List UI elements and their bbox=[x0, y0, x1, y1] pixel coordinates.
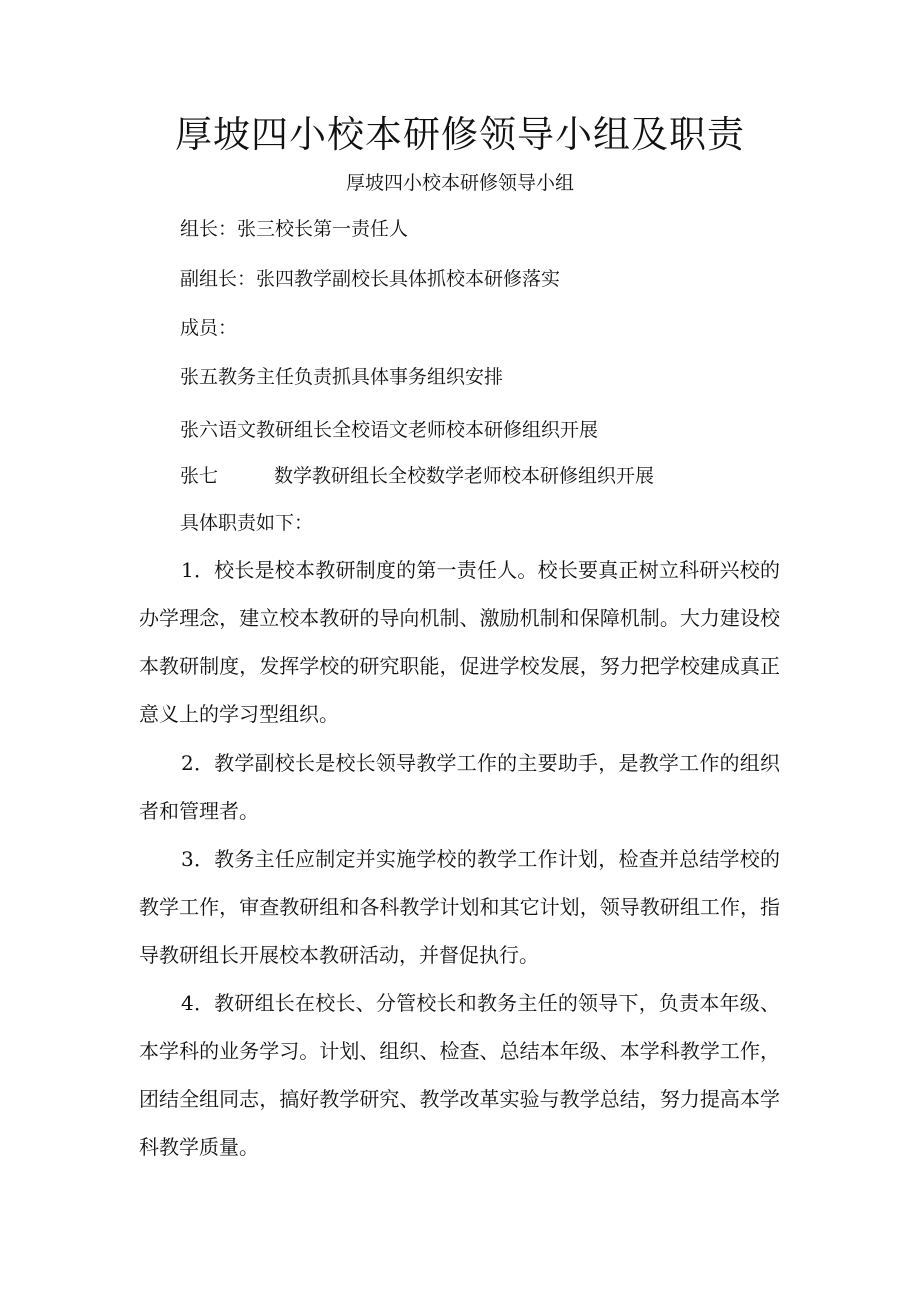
group-subtitle: 厚坡四小校本研修领导小组 bbox=[345, 172, 574, 194]
deputy-line: 副组长：张四教学副校长具体抓校本研修落实 bbox=[180, 268, 561, 290]
duty-paragraph-2: 2．教学副校长是校长领导教学工作的主要助手，是教学工作的组织者和管理者。 bbox=[139, 751, 780, 823]
duty-paragraph-4: 4．教研组长在校长、分管校长和教务主任的领导下，负责本年级、本学科的业务学习。计划、组织、检查、总结本年级、本学科教学工作，团结全组同志，搞好教学研究、教学改革实验与教学总结，努力提高本学科教学质量。 bbox=[139, 991, 780, 1159]
leader-line: 组长：张三校长第一责任人 bbox=[180, 218, 409, 240]
member-line-1: 张五教务主任负责抓具体事务组织安排 bbox=[180, 366, 504, 388]
member-3-role: 数学教研组长全校数学老师校本研修组织开展 bbox=[274, 465, 655, 487]
duty-paragraph-1: 1．校长是校本教研制度的第一责任人。校长要真正树立科研兴校的办学理念，建立校本教研的导向机制、激励机制和保障机制。大力建设校本教研制度，发挥学校的研究职能，促进学校发展，努力把学校建成真正意义上的学习型组织。 bbox=[139, 558, 780, 726]
duties-intro: 具体职责如下： bbox=[180, 512, 314, 534]
document-title: 厚坡四小校本研修领导小组及职责 bbox=[175, 113, 745, 156]
members-label: 成员： bbox=[180, 317, 238, 339]
member-3-name: 张七 bbox=[180, 465, 219, 487]
member-line-3 bbox=[180, 461, 654, 491]
member-line-2: 张六语文教研组长全校语文老师校本研修组织开展 bbox=[180, 419, 599, 441]
duty-paragraph-3: 3．教务主任应制定并实施学校的教学工作计划，检查并总结学校的教学工作，审查教研组和各科教学计划和其它计划，领导教研组工作，指导教研组长开展校本教研活动，并督促执行。 bbox=[139, 847, 780, 967]
